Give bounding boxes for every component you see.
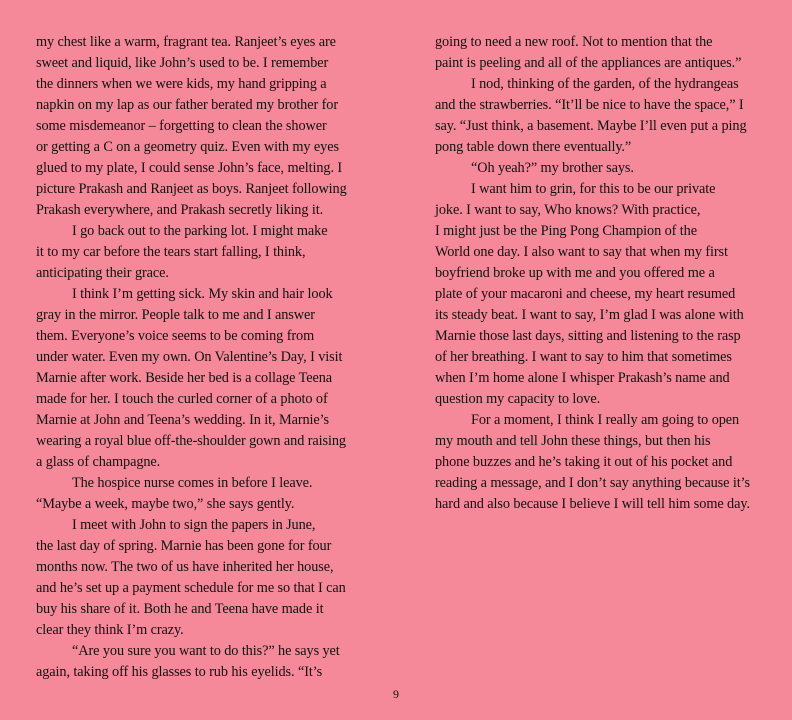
text-line: I might just be the Ping Pong Champion of the: [435, 223, 697, 239]
text-line: again, taking off his glasses to rub his eyelids. “It’s: [36, 664, 323, 680]
text-line: The hospice nurse comes in before I leave.: [72, 475, 313, 491]
text-line: I nod, thinking of the garden, of the hydrangeas: [471, 76, 739, 92]
text-line: World one day. I also want to say that when my first: [435, 244, 728, 260]
text-line: boyfriend broke up with me and you offered me a: [435, 265, 715, 281]
text-line: some misdemeanor – forgetting to clean the shower: [36, 118, 327, 134]
text-line: or getting a C on a geometry quiz. Even with my eyes: [36, 139, 339, 155]
text-line: under water. Even my own. On Valentine’s Day, I visit: [36, 349, 343, 365]
text-line: plate of your macaroni and cheese, my heart resumed: [435, 286, 736, 302]
text-line: hard and also because I believe I will tell him some day.: [435, 496, 750, 512]
text-line: its steady beat. I want to say, I’m glad I was alone with: [435, 307, 744, 323]
text-line: say. “Just think, a basement. Maybe I’ll even put a ping: [435, 118, 747, 134]
text-line: glued to my plate, I could sense John’s face, melting. I: [36, 160, 343, 176]
text-line: the dinners when we were kids, my hand gripping a: [36, 76, 327, 92]
text-line: I go back out to the parking lot. I might make: [72, 223, 328, 239]
text-line: it to my car before the tears start falling, I think,: [36, 244, 306, 260]
text-line: I think I’m getting sick. My skin and hair look: [72, 286, 333, 302]
text-line: buy his share of it. Both he and Teena have made it: [36, 601, 324, 617]
text-line: paint is peeling and all of the appliances are antiques.”: [435, 55, 742, 71]
text-line: the last day of spring. Marnie has been gone for four: [36, 538, 332, 554]
text-line: when I’m home alone I whisper Prakash’s name and: [435, 370, 730, 386]
text-line: made for her. I touch the curled corner of a photo of: [36, 391, 328, 407]
text-line: wearing a royal blue off-the-shoulder gown and raising: [36, 433, 346, 449]
text-line: pong table down there eventually.”: [435, 139, 632, 155]
text-line: going to need a new roof. Not to mention that the: [435, 34, 713, 50]
text-line: “Maybe a week, maybe two,” she says gently.: [36, 496, 295, 512]
left-text-column: [36, 32, 358, 683]
text-line: reading a message, and I don’t say anything because it’s: [435, 475, 750, 491]
text-line: Marnie at John and Teena’s wedding. In it, Marnie’s: [36, 412, 330, 428]
page-number: 9: [393, 687, 399, 701]
text-line: “Oh yeah?” my brother says.: [471, 160, 634, 176]
text-line: For a moment, I think I really am going to open: [471, 412, 740, 428]
text-line: anticipating their grace.: [36, 265, 169, 281]
text-line: Marnie after work. Beside her bed is a collage Teena: [36, 370, 333, 386]
text-line: I want him to grin, for this to be our private: [471, 181, 716, 197]
text-line: gray in the mirror. People talk to me and I answer: [36, 307, 315, 323]
text-line: phone buzzes and he’s taking it out of his pocket and: [435, 454, 733, 470]
text-line: I meet with John to sign the papers in June,: [72, 517, 316, 533]
text-line: clear they think I’m crazy.: [36, 622, 184, 638]
text-line: question my capacity to love.: [435, 391, 601, 407]
text-line: sweet and liquid, like John’s used to be. I remember: [36, 55, 329, 71]
text-line: my chest like a warm, fragrant tea. Ranjeet’s eyes are: [36, 34, 336, 50]
text-line: Prakash everywhere, and Prakash secretly liking it.: [36, 202, 324, 218]
text-line: “Are you sure you want to do this?” he says yet: [72, 643, 340, 659]
text-line: them. Everyone’s voice seems to be coming from: [36, 328, 315, 344]
text-line: of her breathing. I want to say to him that sometimes: [435, 349, 732, 365]
text-line: and the strawberries. “It’ll be nice to have the space,” I: [435, 97, 744, 113]
text-line: my mouth and tell John these things, but then his: [435, 433, 711, 449]
text-line: joke. I want to say, Who knows? With practice,: [435, 202, 701, 218]
text-line: and he’s set up a payment schedule for me so that I can: [36, 580, 346, 596]
text-line: a glass of champagne.: [36, 454, 161, 470]
text-line: Marnie those last days, sitting and listening to the rasp: [435, 328, 741, 344]
text-line: months now. The two of us have inherited her house,: [36, 559, 334, 575]
right-text-column: [435, 32, 757, 515]
text-line: napkin on my lap as our father berated my brother for: [36, 97, 338, 113]
text-line: picture Prakash and Ranjeet as boys. Ranjeet following: [36, 181, 347, 197]
